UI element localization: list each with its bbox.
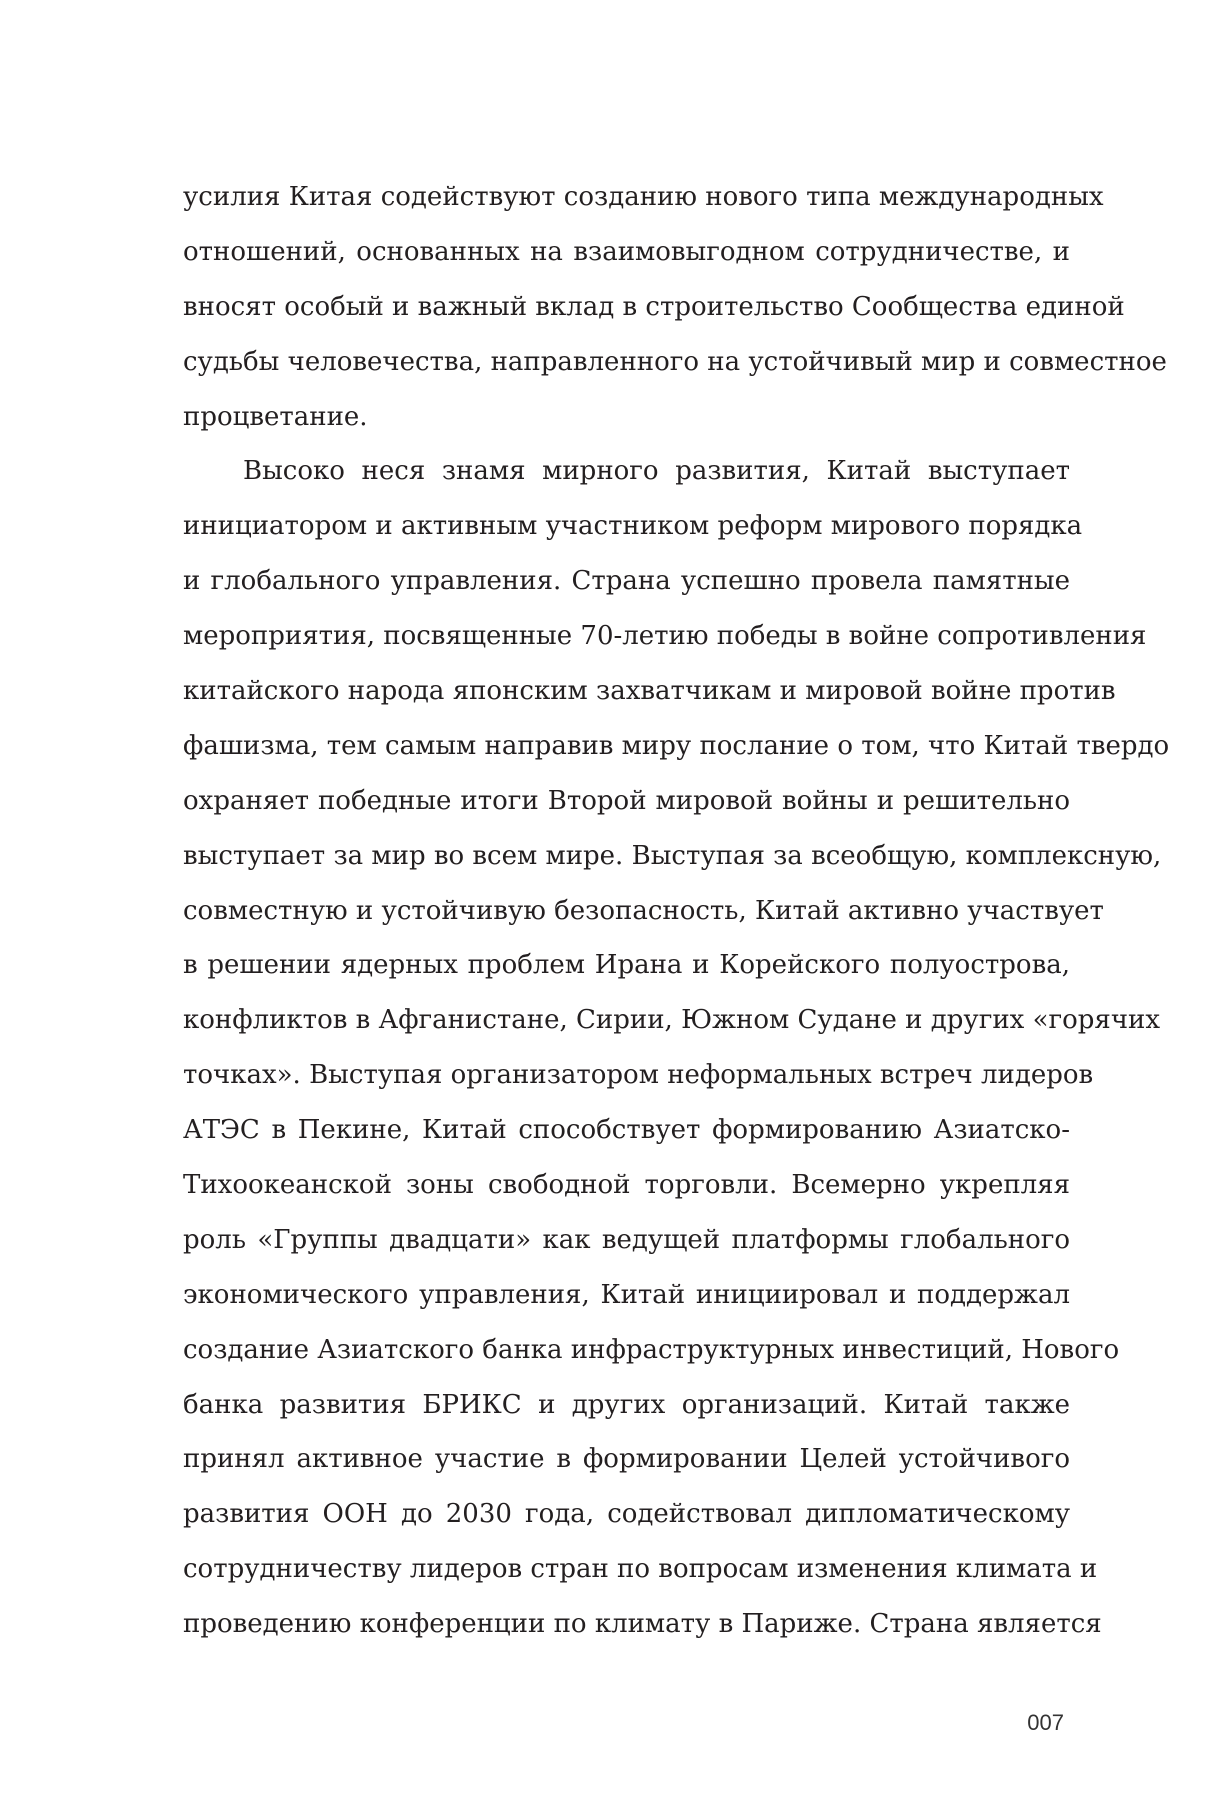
- text-line: проведению конференции по климату в Париже. Страна является: [183, 1609, 1102, 1640]
- text-line: мероприятия, посвященные 70-летию победы в войне сопротивления: [183, 621, 1147, 652]
- text-line: создание Азиатского банка инфраструктурных инвестиций, Нового: [183, 1334, 1120, 1365]
- text-line: фашизма, тем самым направив миру послание о том, что Китай твердо: [183, 730, 1170, 761]
- text-line: судьбы человечества, направленного на устойчивый мир и совместное: [183, 346, 1167, 377]
- text-line: точках». Выступая организатором неформальных встреч лидеров: [183, 1060, 1094, 1091]
- text-line: отношений, основанных на взаимовыгодном сотрудничестве, и: [183, 236, 1070, 267]
- text-line: Тихоокеанской зоны свободной торговли. Всемерно укрепляя: [183, 1170, 1070, 1201]
- text-line: усилия Китая содействуют созданию нового типа международных: [183, 182, 1104, 212]
- text-line: АТЭС в Пекине, Китай способствует формированию Азиатско-: [183, 1115, 1070, 1146]
- text-line: роль «Группы двадцати» как ведущей платформы глобального: [183, 1224, 1070, 1255]
- text-line: экономического управления, Китай инициировал и поддержал: [183, 1279, 1070, 1310]
- text-line: и глобального управления. Страна успешно провела памятные: [183, 566, 1070, 597]
- text-line: в решении ядерных проблем Ирана и Корейского полуострова,: [183, 950, 1070, 981]
- text-line: конфликтов в Афганистане, Сирии, Южном Судане и других «горячих: [183, 1005, 1161, 1036]
- body-text: [183, 170, 1170, 1652]
- paragraph: [183, 444, 1170, 1652]
- text-line: инициатором и активным участником реформ мирового порядка: [183, 511, 1083, 542]
- text-line: китайского народа японским захватчикам и мировой войне против: [183, 676, 1116, 707]
- paragraph: [183, 170, 1167, 444]
- text-line: процветание.: [183, 401, 368, 432]
- text-line: сотрудничеству лидеров стран по вопросам изменения климата и: [183, 1554, 1098, 1585]
- text-line: выступает за мир во всем мире. Выступая за всеобщую, комплексную,: [183, 840, 1162, 871]
- text-line: охраняет победные итоги Второй мировой войны и решительно: [183, 785, 1070, 816]
- text-line: принял активное участие в формировании Целей устойчивого: [183, 1444, 1070, 1475]
- page-number: 007: [1027, 1710, 1064, 1735]
- text-line: Высоко неся знамя мирного развития, Китай выступает: [243, 456, 1070, 487]
- text-line: развития ООН до 2030 года, содействовал дипломатическому: [183, 1499, 1070, 1530]
- text-line: совместную и устойчивую безопасность, Китай активно участвует: [183, 895, 1104, 926]
- text-line: вносят особый и важный вклад в строительство Сообщества единой: [183, 291, 1125, 322]
- text-line: банка развития БРИКС и других организаций. Китай также: [183, 1389, 1070, 1420]
